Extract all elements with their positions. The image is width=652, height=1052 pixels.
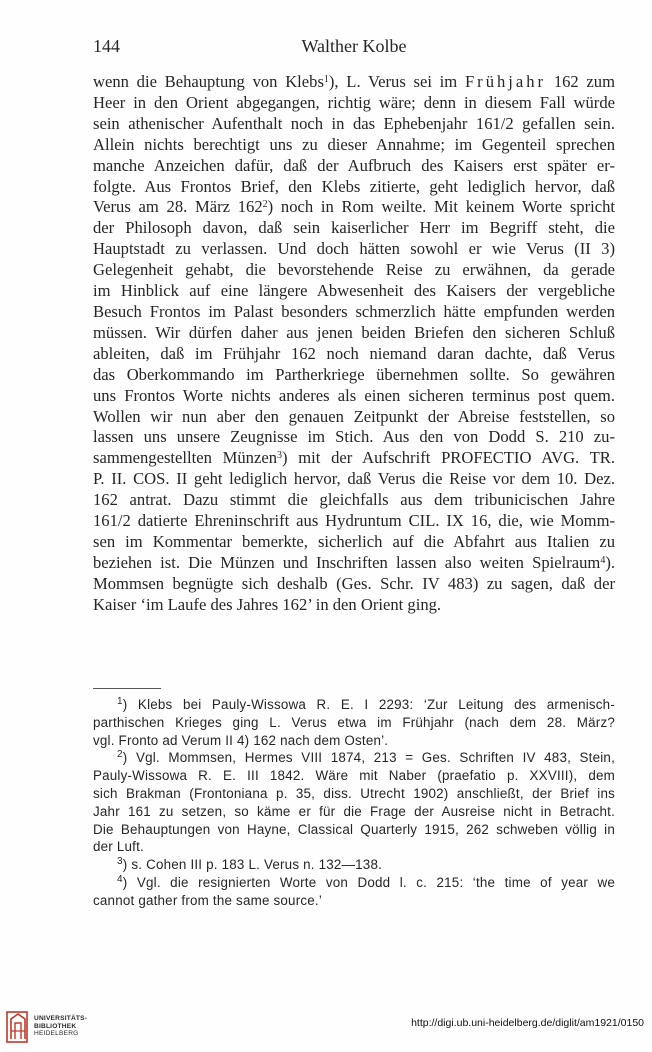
footnote-marker: 1	[117, 696, 123, 707]
text-line: wenn die Behauptung von Klebs$^1$), L. Verus sei im Frühjahr 162 zum	[93, 72, 616, 91]
text-line: müssen. Wir dürfen daher aus jenen beiden Briefen den sicheren Schluß	[93, 322, 615, 342]
text-line: sen im Kommentar bemerkte, sicherlich auf die Abfahrt aus Italien zu	[93, 531, 615, 551]
text-line: Heer in den Orient abgegangen, richtig wäre; denn in diesem Fall würde	[93, 92, 615, 112]
text-line: beziehen ist. Die Münzen und Inschriften lassen also weiten Spielraum$^4$).	[93, 552, 615, 572]
text-line: 162 antrat. Dazu stimmt die gleichfalls aus dem tribunicischen Jahre	[93, 490, 615, 510]
text-line: Kaiser ‘im Laufe des Jahres 162’ in den Orient ging.	[93, 594, 442, 614]
footnote-marker: 3	[117, 856, 123, 868]
text-line: manche Anzeichen dafür, daß der Aufbruch des Kaisers erst später er-	[93, 155, 615, 175]
text-line: im Hinblick auf eine längere Abwesenheit des Kaisers der vergebliche	[93, 281, 615, 301]
running-head: Walther Kolbe	[301, 36, 407, 56]
library-name: UNIVERSITÄTS- BIBLIOTHEK HEIDELBERG	[34, 1015, 88, 1038]
text-line: sammengestellten Münzen$^3$) mit der Aufschrift PROFECTIO AVG. TR.	[93, 448, 615, 468]
text-line: der Philosoph davon, daß sein kaiserlicher Herr im Begriff steht, die	[93, 218, 615, 238]
text-line: Allein nichts berechtigt uns zu dieser Annahme; im Gegenteil sprechen	[93, 134, 615, 154]
page-header	[93, 36, 615, 60]
text-line: folgte. Aus Frontos Brief, den Klebs zitierte, geht lediglich hervor, daß	[93, 176, 615, 196]
footnote-ref: 4	[600, 554, 606, 566]
library-emblem-icon	[6, 1009, 30, 1043]
text-line: P. II. COS. II geht lediglich hervor, daß Verus die Reise vor dem 10. Dez.	[93, 469, 615, 489]
page-number: 144	[93, 36, 120, 56]
footnote-ref: 1	[323, 74, 329, 85]
text-line: Wollen wir nun aber den genauen Zeitpunkt der Abreise feststellen, so	[93, 406, 615, 426]
footnote-ref: 3	[277, 450, 282, 462]
text-line: Gelegenheit gehabt, die bevorstehende Reise zu erwähnen, da gerade	[93, 260, 615, 280]
text-line: 161/2 datierte Ehreninschrift aus Hydruntum CIL. IX 16, die, wie Momm-	[93, 511, 615, 531]
text-line: lassen uns unsere Zeugnisse im Stich. Aus den von Dodd S. 210 zu-	[93, 427, 615, 447]
footnote-divider	[93, 688, 161, 689]
emphasis-spaced: Frühjahr	[464, 72, 547, 91]
library-logo[interactable]	[6, 1008, 106, 1046]
footnote-ref: 2	[262, 199, 268, 211]
text-line: das Oberkommando im Partherkriege übernehmen sollte. So gewähren	[93, 364, 615, 384]
footnote-marker: 2	[117, 749, 123, 761]
text-line: Besuch Frontos im Palast besonders schmerzlich hätte empfunden werden	[93, 301, 615, 321]
footnotes	[93, 696, 615, 910]
footnote-3: $^3$) s. Cohen III p. 183 L. Verus n. 132—138.	[117, 856, 383, 873]
text-line: Mommsen begnügte sich deshalb (Ges. Schr. IV 483) zu sagen, daß der	[93, 573, 615, 593]
footer-bar	[0, 1002, 652, 1052]
text-line: Hauptstadt zu verlassen. Und doch hätten sowohl er wie Verus (II 3)	[93, 239, 615, 259]
main-text	[93, 72, 615, 616]
footnote-4: $^4$) Vgl. die resignierten Worte von Dodd l. c. 215: ‘the time of year we cannot gather from the same source.’	[93, 873, 615, 908]
text-line: ableiten, daß im Frühjahr 162 noch niemand daran dachte, daß Verus	[93, 343, 615, 363]
source-url-link[interactable]: http://digi.ub.uni-heidelberg.de/diglit/am1921/0150	[411, 1017, 644, 1029]
text-line: Verus am 28. März $162^2$) noch in Rom weilte. Mit keinem Worte spricht	[93, 197, 615, 217]
text-line: uns Frontos Worte nichts anderes als einen sicheren terminus post quem.	[93, 385, 615, 405]
footnote-2: $^2$) Vgl. Mommsen, Hermes VIII 1874, 213 = Ges. Schriften IV 483, Stein, Pauly-Wissowa R. E. III 1842. Wäre mit Naber (praefatio p. XXVIII), dem sich Brakman (Frontoniana p. 35, diss. Utrecht 1902) anschließt, der Brief ins Jahr 161 zu setzen, so käme er für die Frage der Ausreise nicht in Betracht. Die Behauptungen von Hayne, Classical Quarterly 1915, 262 schweben völlig in der Luft.	[93, 749, 615, 855]
footnote-marker: 4	[117, 873, 123, 885]
text-line: sein athenischer Aufenthalt noch in das Ephebenjahr 161/2 gefallen sein.	[93, 113, 615, 133]
footnote-1: $^1$) Klebs bei Pauly-Wissowa R. E. I 2293: ‘Zur Leitung des armenisch- parthischen Krieges ging L. Verus etwa im Frühjahr (nach dem 28. März? vgl. Fronto ad Verum II 4) 162 nach dem Osten’.	[93, 696, 615, 748]
